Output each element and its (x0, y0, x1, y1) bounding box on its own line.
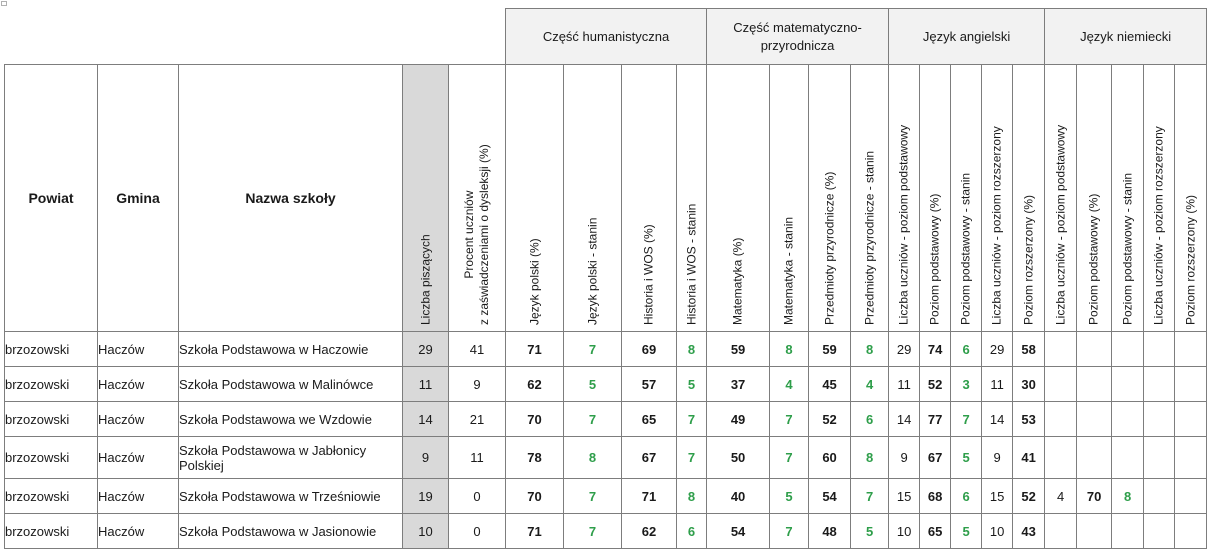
cell-n-lpr (1144, 437, 1175, 479)
cell-mat: 49 (707, 402, 770, 437)
col-ang-pr-label: Poziom rozszerzony (%) (1021, 194, 1036, 325)
cell-nazwa: Szkoła Podstawowa w Trześniowie (179, 479, 403, 514)
cell-n-pr (1175, 437, 1207, 479)
cell-n-pr (1175, 479, 1207, 514)
col-przyroda-label: Przedmioty przyrodnicze (%) (822, 171, 837, 325)
cell-hist: 71 (622, 479, 677, 514)
group-niemiecki: Język niemiecki (1045, 9, 1207, 65)
group-mat-line1: Część matematyczno- (733, 19, 862, 35)
group-matematyczno-przyrodnicza (707, 9, 889, 65)
cell-prz-s: 7 (851, 479, 889, 514)
cell-hist: 67 (622, 437, 677, 479)
cell-hist-s: 5 (677, 367, 707, 402)
cell-n-pps (1112, 332, 1144, 367)
col-ang-pp-stanin (951, 65, 982, 332)
table-row (5, 367, 1207, 402)
col-przyroda-stanin (851, 65, 889, 332)
cell-a-pp: 52 (920, 367, 951, 402)
cell-pol: 71 (506, 514, 564, 549)
col-niem-pr-label: Poziom rozszerzony (%) (1183, 194, 1198, 325)
cell-liczba: 10 (403, 514, 449, 549)
cell-procent: 9 (449, 367, 506, 402)
cell-n-lpr (1144, 514, 1175, 549)
col-ang-pp-label: Poziom podstawowy (%) (927, 193, 942, 325)
col-niem-liczba-pp (1045, 65, 1077, 332)
cell-procent: 11 (449, 437, 506, 479)
cell-procent: 0 (449, 479, 506, 514)
cell-gmina: Haczów (98, 332, 179, 367)
cell-n-lpp (1045, 514, 1077, 549)
cell-n-lpp (1045, 437, 1077, 479)
col-historia-stanin-label: Historia i WOS - stanin (684, 203, 699, 325)
cell-pol-s: 7 (564, 402, 622, 437)
col-liczba (403, 65, 449, 332)
column-header-row (5, 65, 1207, 332)
col-ang-pr (1013, 65, 1045, 332)
cell-n-pps (1112, 437, 1144, 479)
col-gmina: Gmina (98, 65, 179, 332)
table-row (5, 402, 1207, 437)
cell-n-pps: 8 (1112, 479, 1144, 514)
cell-powiat: brzozowski (5, 402, 98, 437)
cell-a-pps: 7 (951, 402, 982, 437)
cell-a-lpr: 10 (982, 514, 1013, 549)
cell-powiat: brzozowski (5, 437, 98, 479)
cell-liczba: 29 (403, 332, 449, 367)
cell-n-pr (1175, 367, 1207, 402)
cell-mat-s: 7 (770, 437, 809, 479)
cell-prz-s: 8 (851, 437, 889, 479)
col-historia-stanin (677, 65, 707, 332)
cell-hist: 65 (622, 402, 677, 437)
cell-liczba: 14 (403, 402, 449, 437)
cell-a-pp: 77 (920, 402, 951, 437)
col-historia-label: Historia i WOS (%) (641, 224, 656, 325)
cell-nazwa: Szkoła Podstawowa we Wzdowie (179, 402, 403, 437)
cell-prz: 54 (809, 479, 851, 514)
cell-pol: 70 (506, 402, 564, 437)
cell-n-pps (1112, 514, 1144, 549)
cell-liczba: 19 (403, 479, 449, 514)
cell-n-pp (1077, 437, 1112, 479)
cell-hist: 62 (622, 514, 677, 549)
group-header-row (5, 9, 1207, 65)
cell-prz-s: 6 (851, 402, 889, 437)
cell-mat: 59 (707, 332, 770, 367)
cell-n-pp (1077, 332, 1112, 367)
cell-nazwa: Szkoła Podstawowa w Jabłonicy Polskiej (179, 437, 403, 479)
col-niem-pp (1077, 65, 1112, 332)
col-ang-liczba-pp-label: Liczba uczniów - poziom podstawowy (896, 124, 911, 325)
cell-a-pr: 43 (1013, 514, 1045, 549)
cell-n-lpr (1144, 402, 1175, 437)
cell-n-pp (1077, 514, 1112, 549)
cell-a-pr: 52 (1013, 479, 1045, 514)
cell-a-lpp: 14 (889, 402, 920, 437)
cell-procent: 0 (449, 514, 506, 549)
cell-nazwa: Szkoła Podstawowa w Jasionowie (179, 514, 403, 549)
col-matematyka (707, 65, 770, 332)
cell-n-pr (1175, 514, 1207, 549)
cell-a-lpr: 9 (982, 437, 1013, 479)
cell-n-lpp: 4 (1045, 479, 1077, 514)
group-mat-line2: przyrodnicza (760, 37, 835, 53)
cell-mat-s: 4 (770, 367, 809, 402)
cell-n-lpp (1045, 402, 1077, 437)
sheet-corner-marker (1, 1, 7, 6)
cell-mat-s: 7 (770, 514, 809, 549)
cell-n-lpp (1045, 367, 1077, 402)
header-spacer (5, 9, 506, 65)
cell-procent: 21 (449, 402, 506, 437)
col-przyroda-stanin-label: Przedmioty przyrodnicze - stanin (862, 150, 877, 325)
cell-n-pp (1077, 367, 1112, 402)
table-body (5, 332, 1207, 549)
col-matematyka-stanin (770, 65, 809, 332)
cell-a-pps: 6 (951, 332, 982, 367)
cell-a-lpp: 15 (889, 479, 920, 514)
cell-nazwa: Szkoła Podstawowa w Malinówce (179, 367, 403, 402)
cell-gmina: Haczów (98, 479, 179, 514)
cell-hist: 57 (622, 367, 677, 402)
cell-hist-s: 6 (677, 514, 707, 549)
cell-a-pp: 67 (920, 437, 951, 479)
cell-prz: 48 (809, 514, 851, 549)
col-niem-pp-stanin-label: Poziom podstawowy - stanin (1120, 172, 1135, 325)
col-nazwa: Nazwa szkoły (179, 65, 403, 332)
cell-powiat: brzozowski (5, 332, 98, 367)
cell-a-lpp: 11 (889, 367, 920, 402)
cell-pol-s: 5 (564, 367, 622, 402)
col-niem-liczba-pr-label: Liczba uczniów - poziom rozszerzony (1151, 126, 1166, 325)
col-procent-line2: z zaświadczeniami o dysleksji (%) (477, 144, 492, 325)
col-polski-label: Język polski (%) (527, 238, 542, 325)
cell-powiat: brzozowski (5, 479, 98, 514)
cell-pol: 70 (506, 479, 564, 514)
col-matematyka-stanin-label: Matematyka - stanin (781, 216, 796, 325)
cell-gmina: Haczów (98, 367, 179, 402)
cell-hist: 69 (622, 332, 677, 367)
col-ang-pp (920, 65, 951, 332)
cell-mat: 40 (707, 479, 770, 514)
cell-mat-s: 7 (770, 402, 809, 437)
table-row (5, 437, 1207, 479)
results-table (4, 8, 1207, 549)
col-ang-liczba-pr-label: Liczba uczniów - poziom rozszerzony (989, 126, 1004, 325)
cell-n-pp (1077, 402, 1112, 437)
cell-prz-s: 5 (851, 514, 889, 549)
cell-a-lpr: 11 (982, 367, 1013, 402)
cell-prz-s: 8 (851, 332, 889, 367)
col-polski-stanin-label: Język polski - stanin (585, 217, 600, 325)
cell-a-pr: 58 (1013, 332, 1045, 367)
cell-nazwa: Szkoła Podstawowa w Haczowie (179, 332, 403, 367)
cell-a-pp: 68 (920, 479, 951, 514)
cell-powiat: brzozowski (5, 514, 98, 549)
cell-hist-s: 7 (677, 437, 707, 479)
cell-prz: 59 (809, 332, 851, 367)
cell-n-lpr (1144, 479, 1175, 514)
col-procent (449, 65, 506, 332)
cell-a-lpr: 15 (982, 479, 1013, 514)
cell-pol-s: 8 (564, 437, 622, 479)
col-polski-stanin (564, 65, 622, 332)
cell-n-lpr (1144, 332, 1175, 367)
cell-a-lpr: 29 (982, 332, 1013, 367)
cell-pol: 78 (506, 437, 564, 479)
col-przyroda (809, 65, 851, 332)
cell-a-lpr: 14 (982, 402, 1013, 437)
cell-a-lpp: 10 (889, 514, 920, 549)
cell-mat-s: 8 (770, 332, 809, 367)
cell-a-pr: 53 (1013, 402, 1045, 437)
cell-gmina: Haczów (98, 437, 179, 479)
group-angielski: Język angielski (889, 9, 1045, 65)
col-niem-pr (1175, 65, 1207, 332)
col-procent-line1: Procent uczniów (462, 190, 477, 279)
cell-pol: 71 (506, 332, 564, 367)
col-historia (622, 65, 677, 332)
cell-a-lpp: 29 (889, 332, 920, 367)
col-matematyka-label: Matematyka (%) (730, 237, 745, 325)
cell-a-pps: 5 (951, 437, 982, 479)
cell-n-pp: 70 (1077, 479, 1112, 514)
cell-a-pps: 3 (951, 367, 982, 402)
cell-prz: 45 (809, 367, 851, 402)
cell-a-pps: 6 (951, 479, 982, 514)
cell-hist-s: 8 (677, 332, 707, 367)
col-niem-liczba-pr (1144, 65, 1175, 332)
cell-hist-s: 7 (677, 402, 707, 437)
cell-a-pp: 65 (920, 514, 951, 549)
col-liczba-label: Liczba piszących (418, 234, 432, 325)
col-niem-pp-label: Poziom podstawowy (%) (1086, 193, 1101, 325)
cell-hist-s: 8 (677, 479, 707, 514)
cell-n-pps (1112, 367, 1144, 402)
cell-n-pr (1175, 332, 1207, 367)
table-row (5, 479, 1207, 514)
col-niem-pp-stanin (1112, 65, 1144, 332)
cell-n-pps (1112, 402, 1144, 437)
cell-procent: 41 (449, 332, 506, 367)
cell-a-pr: 30 (1013, 367, 1045, 402)
cell-prz: 60 (809, 437, 851, 479)
col-powiat: Powiat (5, 65, 98, 332)
cell-prz-s: 4 (851, 367, 889, 402)
col-ang-liczba-pp (889, 65, 920, 332)
cell-mat: 54 (707, 514, 770, 549)
cell-gmina: Haczów (98, 402, 179, 437)
cell-mat: 50 (707, 437, 770, 479)
cell-liczba: 9 (403, 437, 449, 479)
col-niem-liczba-pp-label: Liczba uczniów - poziom podstawowy (1053, 124, 1068, 325)
group-humanistyczna: Część humanistyczna (506, 9, 707, 65)
cell-mat-s: 5 (770, 479, 809, 514)
cell-a-pr: 41 (1013, 437, 1045, 479)
cell-liczba: 11 (403, 367, 449, 402)
cell-pol-s: 7 (564, 514, 622, 549)
cell-mat: 37 (707, 367, 770, 402)
cell-n-lpp (1045, 332, 1077, 367)
table-row (5, 514, 1207, 549)
cell-a-pps: 5 (951, 514, 982, 549)
cell-n-lpr (1144, 367, 1175, 402)
cell-pol-s: 7 (564, 332, 622, 367)
cell-a-pp: 74 (920, 332, 951, 367)
cell-pol: 62 (506, 367, 564, 402)
cell-n-pr (1175, 402, 1207, 437)
cell-powiat: brzozowski (5, 367, 98, 402)
cell-a-lpp: 9 (889, 437, 920, 479)
col-procent-label (462, 144, 492, 325)
cell-prz: 52 (809, 402, 851, 437)
col-polski (506, 65, 564, 332)
cell-gmina: Haczów (98, 514, 179, 549)
cell-pol-s: 7 (564, 479, 622, 514)
col-ang-pp-stanin-label: Poziom podstawowy - stanin (958, 172, 973, 325)
table-row (5, 332, 1207, 367)
col-ang-liczba-pr (982, 65, 1013, 332)
